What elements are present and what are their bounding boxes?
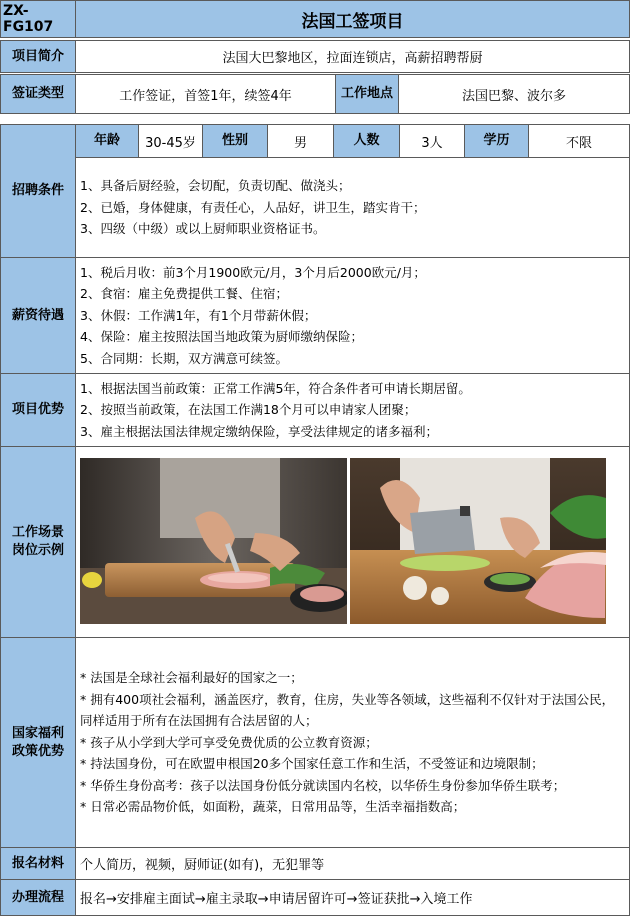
list-item: 5、合同期：长期，双方满意可续签。	[80, 350, 288, 366]
materials-value: 个人简历，视频，厨师证(如有)，无犯罪等	[75, 847, 630, 880]
welfare-details	[75, 637, 630, 848]
scene-label-line1: 工作场景	[11, 525, 64, 540]
count-value: 3人	[399, 124, 465, 158]
list-item: * 法国是全球社会福利最好的国家之一；	[80, 670, 303, 686]
list-item: 3、休假：工作满1年，有1个月带薪休假；	[80, 307, 317, 323]
advantage-label: 项目优势	[0, 373, 76, 447]
list-item: * 拥有400项社会福利，涵盖医疗，教育，住房，失业等各领域，这些福利不仅针对于法国公民，同样适用于所有在法国拥有合法居留的人；	[80, 691, 615, 729]
list-item: 1、具备后厨经验，会切配，负责切配、做浇头；	[80, 178, 351, 194]
education-value: 不限	[528, 124, 630, 158]
process-label: 办理流程	[0, 879, 76, 916]
process-value: 报名→安排雇主面试→雇主录取→申请居留许可→签证获批→入境工作	[75, 879, 630, 916]
recruit-label: 招聘条件	[0, 124, 76, 258]
list-item: 4、保险：雇主按照法国当地政策为厨师缴纳保险；	[80, 329, 363, 345]
list-item: 3、雇主根据法国法律规定缴纳保险，享受法律规定的诸多福利；	[80, 423, 438, 439]
kitchen-photo-slicing-meat	[80, 458, 347, 624]
list-item: * 日常必需品物价低，如面粉，蔬菜，日常用品等，生活幸福指数高；	[80, 799, 466, 815]
age-label: 年龄	[75, 124, 139, 158]
list-item: 2、食宿：雇主免费提供工餐、住宿；	[80, 286, 288, 302]
visa-label: 签证类型	[0, 74, 76, 114]
list-item: * 持法国身份，可在欧盟申根国20多个国家任意工作和生活，不受签证和边境限制；	[80, 756, 544, 772]
list-item: * 华侨生身份高考：孩子以法国身份低分就读国内名校，以华侨生身份参加华侨生联考；	[80, 777, 566, 793]
intro-value: 法国大巴黎地区，拉面连锁店，高薪招聘帮厨	[75, 40, 630, 73]
salary-label: 薪资待遇	[0, 257, 76, 374]
visa-value: 工作签证，首签1年，续签4年	[75, 74, 336, 114]
location-value: 法国巴黎、波尔多	[398, 74, 630, 114]
gender-label: 性别	[202, 124, 268, 158]
welfare-label-line2: 政策优势	[11, 743, 64, 759]
age-value: 30-45岁	[138, 124, 203, 158]
page-title: 法国工签项目	[75, 0, 630, 38]
gender-value: 男	[267, 124, 334, 158]
education-label: 学历	[464, 124, 529, 158]
welfare-label	[0, 637, 76, 848]
kitchen-photo-chopping-vegetables	[350, 458, 606, 624]
count-label: 人数	[333, 124, 400, 158]
kitchen-photo-1-illustration	[80, 458, 347, 624]
list-item: 2、已婚，身体健康，有责任心，人品好，讲卫生，踏实肯干；	[80, 199, 426, 215]
materials-label: 报名材料	[0, 847, 76, 880]
welfare-label-line1: 国家福利	[11, 725, 64, 741]
location-label: 工作地点	[335, 74, 399, 114]
scene-label	[0, 446, 76, 638]
intro-label: 项目简介	[0, 40, 76, 73]
list-item: 3、四级（中级）或以上厨师职业资格证书。	[80, 221, 326, 237]
advantage-details	[75, 373, 630, 447]
salary-details	[75, 257, 630, 374]
scene-label-line2: 岗位示例	[11, 543, 64, 558]
kitchen-photo-2-illustration	[350, 458, 606, 624]
list-item: 1、根据法国当前政策：正常工作满5年，符合条件者可申请长期居留。	[80, 380, 471, 396]
list-item: 1、税后月收：前3个月1900欧元/月，3个月后2000欧元/月；	[80, 264, 426, 280]
recruit-requirements	[75, 157, 630, 258]
list-item: * 孩子从小学到大学可享受免费优质的公立教育资源；	[80, 734, 378, 750]
list-item: 2、按照当前政策，在法国工作满18个月可以申请家人团聚；	[80, 402, 417, 418]
project-code: ZX-FG107	[0, 0, 76, 38]
